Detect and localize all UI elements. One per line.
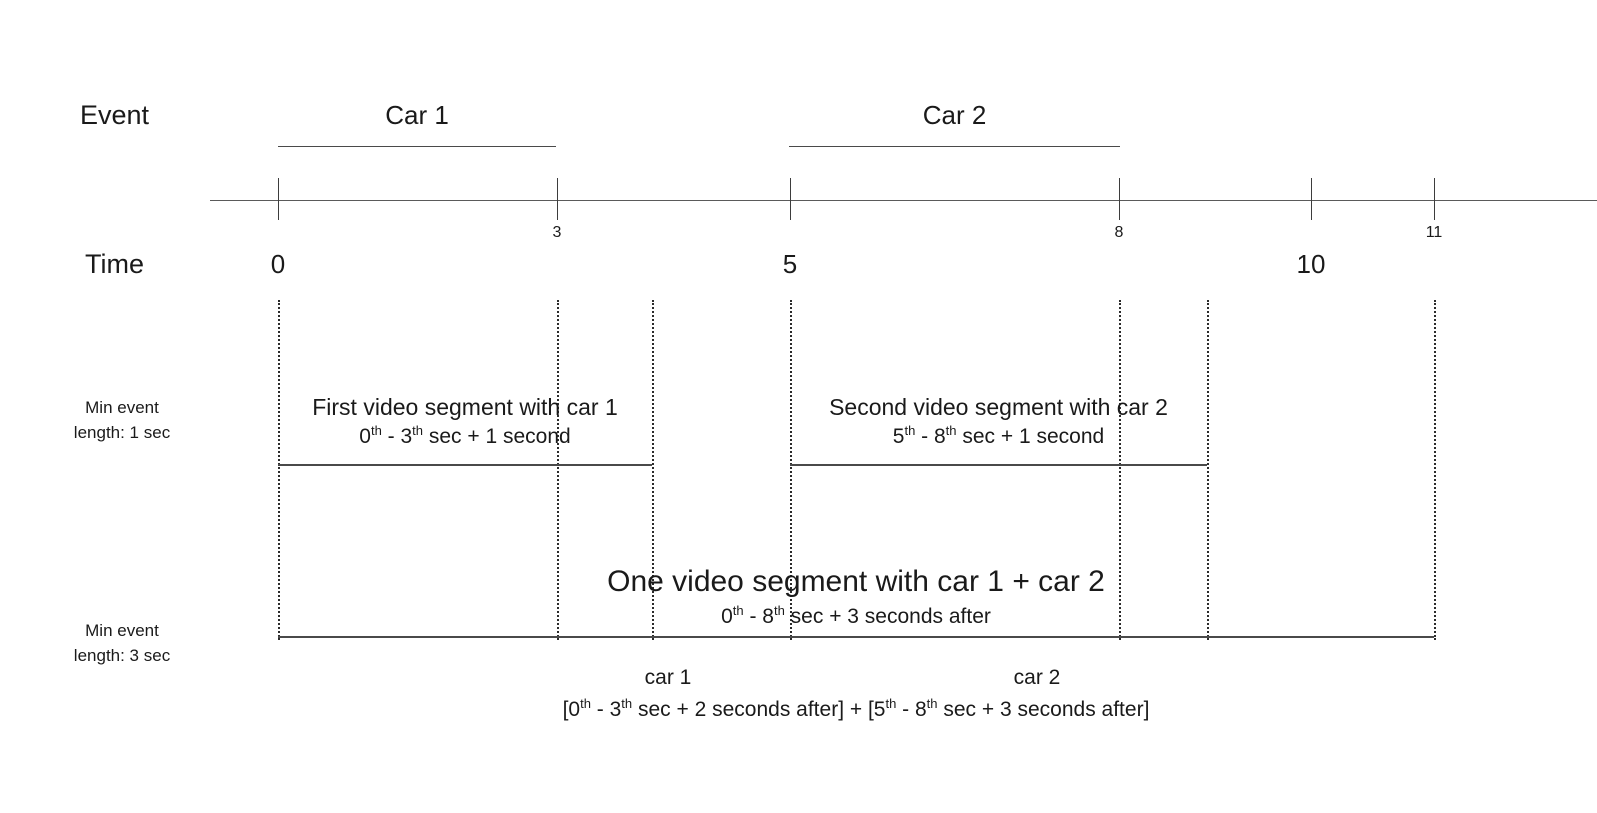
guide-line-11	[1434, 300, 1436, 640]
axis-tick-3	[557, 178, 558, 220]
row-label-min-event-3	[53, 619, 191, 668]
axis-tick-11	[1434, 178, 1435, 220]
segment-first-sub-suffix: sec + 1 second	[423, 425, 571, 449]
segment-second-title: Second video segment with car 2	[829, 394, 1168, 420]
footer-formula-p1: [0	[562, 698, 581, 721]
footer-formula-s3: th	[885, 696, 897, 711]
footer-formula-p4: - 8	[896, 698, 927, 721]
segment-first-sub-prefix: 0	[359, 425, 371, 449]
segment-combined-sup-1: th	[732, 602, 744, 618]
axis-tick-0	[278, 178, 279, 220]
segment-first-subtitle	[278, 423, 652, 451]
segment-first-sup-1: th	[370, 423, 382, 439]
footer-formula-p2: - 3	[590, 698, 622, 721]
footer-formula-s4: th	[926, 696, 938, 711]
event-label-car-2: Car 2	[922, 100, 987, 130]
segment-combined-sub-prefix: 0	[721, 604, 733, 628]
event-label-car-1: Car 1	[385, 100, 449, 130]
segment-bar-first	[278, 464, 652, 466]
min-event-3-line1: Min event	[85, 621, 159, 640]
segment-second-sub-suffix: sec + 1 second	[956, 425, 1105, 449]
segment-second-subtitle	[790, 423, 1207, 451]
segment-combined-title: One video segment with car 1 + car 2	[607, 565, 1105, 598]
axis-tick-5	[790, 178, 791, 220]
segment-second-sup-2: th	[945, 423, 957, 439]
segment-combined-subtitle	[278, 603, 1434, 631]
segment-second-sup-1: th	[904, 423, 916, 439]
row-label-time: Time	[85, 249, 144, 279]
footer-label-car-1: car 1	[644, 666, 692, 689]
axis-label-0: 0	[270, 249, 286, 279]
event-underline-car-2	[789, 146, 1120, 147]
segment-first-title: First video segment with car 1	[312, 394, 618, 420]
min-event-3-line2: length: 3 sec	[73, 645, 171, 665]
segment-combined-sup-2: th	[773, 602, 785, 618]
axis-tick-8	[1119, 178, 1120, 220]
axis-label-5: 5	[782, 249, 798, 279]
footer-formula-s2: th	[621, 696, 633, 711]
segment-caption-second	[790, 392, 1207, 451]
footer-formula-p3: sec + 2 seconds after] + [5	[632, 698, 886, 721]
segment-first-sub-mid: - 3	[381, 425, 413, 449]
min-event-1-line2: length: 1 sec	[73, 422, 171, 442]
axis-tick-10	[1311, 178, 1312, 220]
segment-second-sub-prefix: 5	[892, 425, 905, 449]
segment-second-sub-mid: - 8	[915, 425, 946, 449]
footer-label-car-2: car 2	[1013, 666, 1061, 689]
row-label-event: Event	[80, 100, 150, 130]
axis-label-3: 3	[552, 224, 562, 241]
event-underline-car-1	[278, 146, 556, 147]
segment-caption-first	[278, 392, 652, 451]
min-event-1-line1: Min event	[85, 398, 159, 417]
segment-bar-second	[790, 464, 1207, 466]
footer-formula	[278, 698, 1434, 722]
footer-formula-s1: th	[580, 696, 591, 711]
row-label-min-event-1	[53, 396, 191, 445]
segment-combined-sub-suffix: sec + 3 seconds after	[784, 604, 991, 628]
segment-bar-combined	[278, 636, 1434, 638]
axis-label-11: 11	[1425, 224, 1443, 241]
axis-label-8: 8	[1114, 224, 1124, 241]
segment-first-sup-2: th	[412, 423, 424, 439]
axis-label-10: 10	[1296, 249, 1326, 279]
segment-combined-sub-mid: - 8	[743, 604, 774, 628]
segment-caption-combined	[278, 562, 1434, 631]
timeline-axis	[210, 200, 1597, 201]
footer-formula-p5: sec + 3 seconds after]	[937, 698, 1150, 721]
